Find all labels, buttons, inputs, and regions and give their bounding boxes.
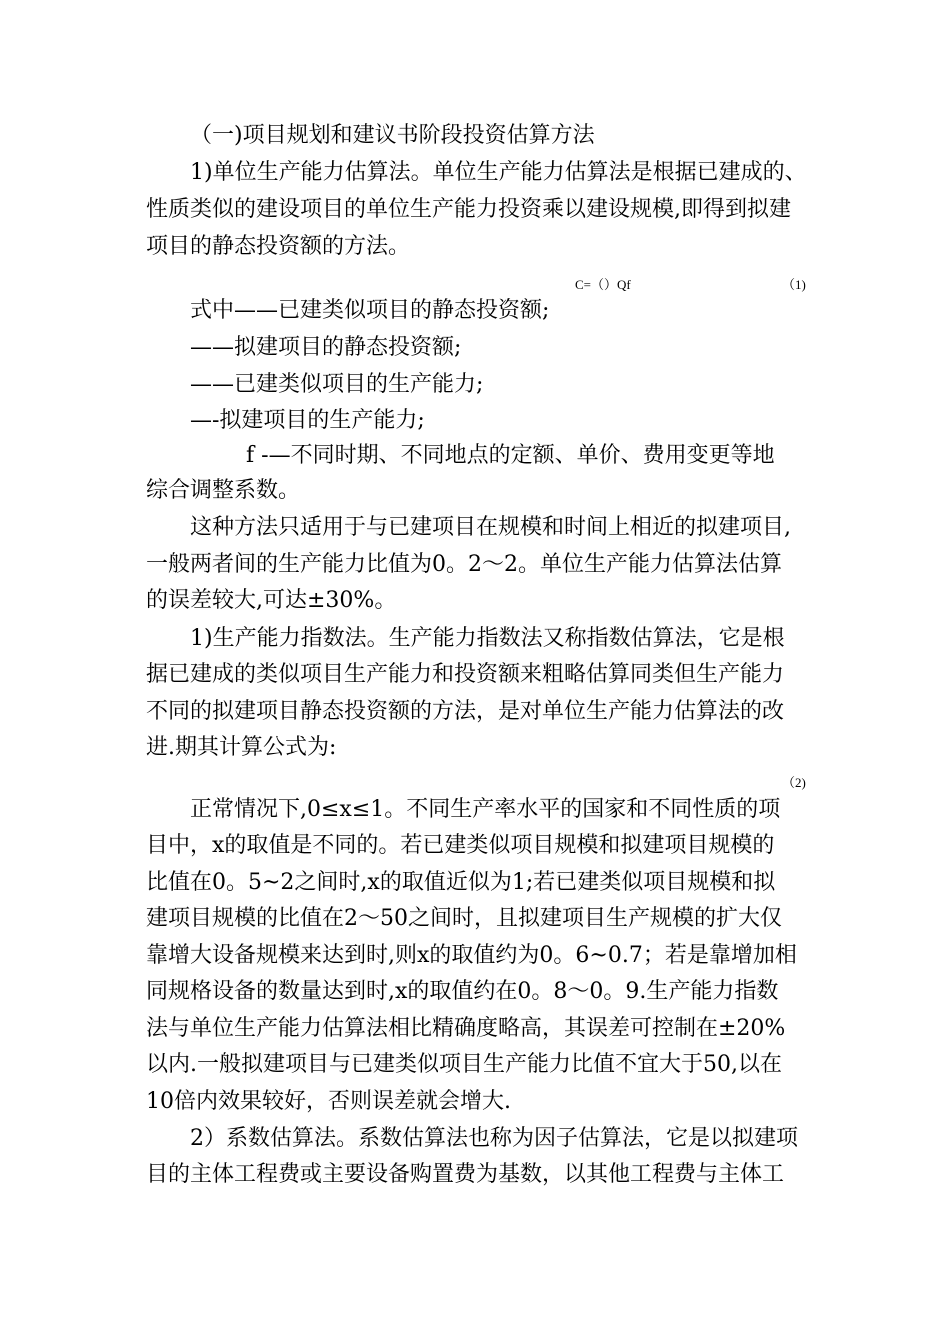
paragraph-line: 正常情况下,0≤x≤1。不同生产率水平的国家和不同性质的项 — [190, 797, 781, 822]
paragraph-line: 的误差较大,可达±30%。 — [146, 588, 397, 613]
paragraph-line: 不同的拟建项目静态投资额的方法，是对单位生产能力估算法的改 — [146, 699, 785, 724]
paragraph-line: 2）系数估算法。系数估算法也称为因子估算法，它是以拟建项 — [190, 1126, 798, 1151]
formula-1-number: （1) — [782, 277, 806, 292]
paragraph-line: 性质类似的建设项目的单位生产能力投资乘以建设规模,即得到拟建 — [146, 197, 791, 222]
paragraph-line: 一般两者间的生产能力比值为0。2～2。单位生产能力估算法估算 — [146, 552, 782, 577]
formula-2-number: （2) — [782, 775, 806, 790]
definition-line: 式中——已建类似项目的静态投资额; — [190, 298, 550, 323]
paragraph-line: 据已建成的类似项目生产能力和投资额来粗略估算同类但生产能力 — [146, 662, 785, 687]
definition-line: ——已建类似项目的生产能力; — [190, 372, 484, 397]
paragraph-line: 项目的静态投资额的方法。 — [146, 234, 411, 259]
paragraph-line: 比值在0。5~2之间时,x的取值近似为1;若已建类似项目规模和拟 — [146, 870, 776, 895]
paragraph-line: 这种方法只适用于与已建项目在规模和时间上相近的拟建项目, — [190, 515, 791, 540]
paragraph-line: 1)单位生产能力估算法。单位生产能力估算法是根据已建成的、 — [190, 160, 807, 185]
paragraph-line: 目中，x的取值是不同的。若已建类似项目规模和拟建项目规模的 — [146, 833, 775, 858]
f-definition-line: f -—不同时期、不同地点的定额、单价、费用变更等地 — [246, 443, 775, 468]
definition-line: ——拟建项目的静态投资额; — [190, 335, 462, 360]
paragraph-line: 靠增大设备规模来达到时,则x的取值约为0。6~0.7；若是靠增加相 — [146, 943, 797, 968]
section-heading: （一)项目规划和建议书阶段投资估算方法 — [190, 123, 595, 148]
paragraph-line: 以内.一般拟建项目与已建类似项目生产能力比值不宜大于50,以在 — [146, 1052, 782, 1077]
paragraph-line: 同规格设备的数量达到时,x的取值约在0。8～0。9.生产能力指数 — [146, 979, 779, 1004]
paragraph-line: 建项目规模的比值在2～50之间时，且拟建项目生产规模的扩大仅 — [146, 906, 782, 931]
paragraph-line: 进.期其计算公式为: — [146, 735, 337, 760]
paragraph-line: 目的主体工程费或主要设备购置费为基数，以其他工程费与主体工 — [146, 1162, 785, 1187]
f-definition-line: 综合调整系数。 — [146, 478, 301, 503]
formula-1: C=（）Qf — [575, 277, 631, 292]
paragraph-line: 1)生产能力指数法。生产能力指数法又称指数估算法，它是根 — [190, 626, 785, 651]
definition-line: —-拟建项目的生产能力; — [190, 408, 425, 433]
paragraph-line: 法与单位生产能力估算法相比精确度略高，其误差可控制在±20% — [146, 1016, 786, 1041]
paragraph-line: 10倍内效果较好，否则误差就会增大. — [146, 1089, 511, 1114]
